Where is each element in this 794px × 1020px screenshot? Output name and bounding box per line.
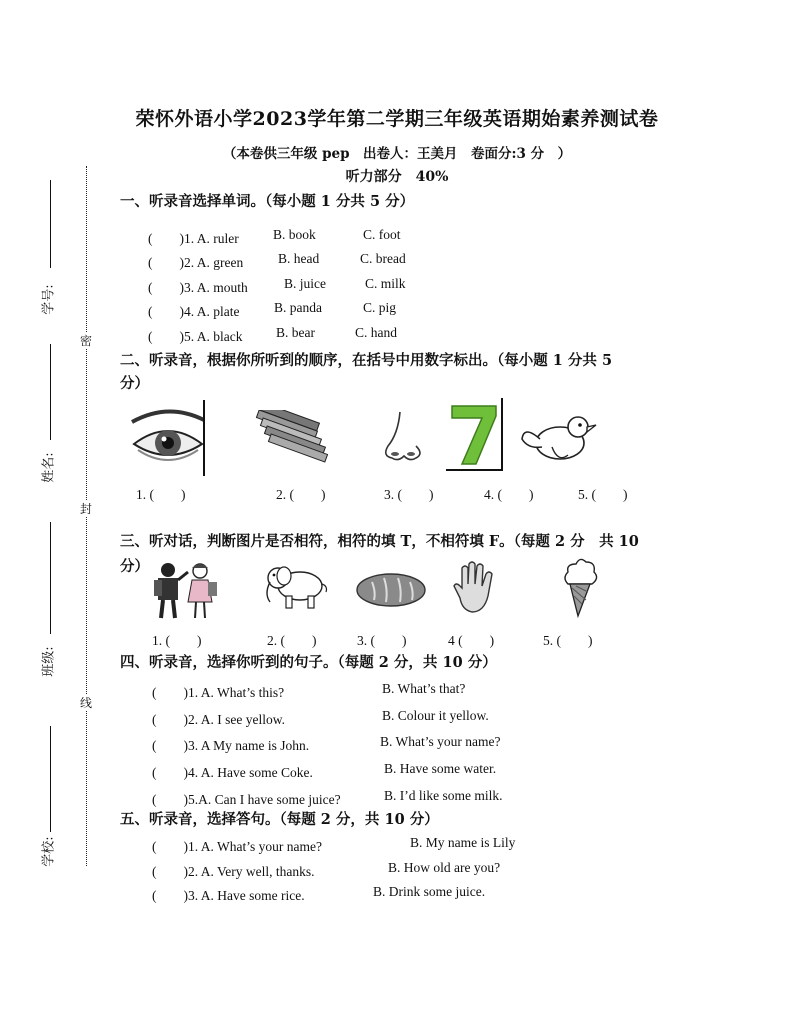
section5-item: ( )3. A. Have some rice. B. Drink some juice. xyxy=(152,884,486,903)
section1-heading: 一、听录音选择单词。（每小题 1 分共 5 分） xyxy=(120,193,415,210)
name-label: 姓名: xyxy=(41,452,57,483)
section3-blank[interactable]: 3. ( ) xyxy=(357,633,407,648)
section3-heading: 三、听对话，判断图片是否相符，相符的填 T，不相符填 F。（每题 2 分 共 10 xyxy=(120,533,639,550)
seal-mi: 密 xyxy=(80,334,93,348)
children-picture xyxy=(150,560,220,620)
section4-item: ( )4. A. Have some Coke. B. Have some water. xyxy=(152,761,497,780)
section3-blank[interactable]: 2. ( ) xyxy=(267,633,317,648)
bread-picture xyxy=(354,568,428,612)
section3-blank[interactable]: 1. ( ) xyxy=(152,633,202,648)
section4-item: ( )2. A. I see yellow. B. Colour it yellow. xyxy=(152,708,489,727)
class-label: 班级: xyxy=(41,646,57,677)
nose-picture xyxy=(378,410,428,466)
section1-item: ( )3. A. mouth B. juice C. milk xyxy=(148,276,406,295)
section1-item: ( )5. A. black B. bear C. hand xyxy=(148,325,397,344)
part-label: 听力部分 40% xyxy=(345,169,449,185)
section5-heading: 五、听录音，选择答句。（每题 2 分，共 10 分） xyxy=(120,811,439,828)
school-label: 学校: xyxy=(41,836,57,867)
section4-item: ( )3. A My name is John. B. What’s your name? xyxy=(152,734,501,753)
eye-picture xyxy=(128,400,212,478)
section2-blank[interactable]: 2. ( ) xyxy=(276,487,326,502)
section3-blank[interactable]: 5. ( ) xyxy=(543,633,593,648)
student-id-label: 学号: xyxy=(41,284,57,315)
class-line xyxy=(50,522,51,634)
section1-item: ( )4. A. plate B. panda C. pig xyxy=(148,300,397,319)
section2-blank[interactable]: 1. ( ) xyxy=(136,487,186,502)
page-subtitle: （本卷供三年级 pep 出卷人：王美月 卷面分:3 分 ） xyxy=(222,146,572,162)
section5-item: ( )1. A. What’s your name? B. My name is Lily xyxy=(152,835,516,854)
section1-item: ( )2. A. green B. head C. bread xyxy=(148,251,406,270)
ice-cream-picture xyxy=(556,554,604,618)
bird-picture xyxy=(520,405,600,471)
hand-picture xyxy=(452,558,500,616)
section5-item: ( )2. A. Very well, thanks. B. How old are you? xyxy=(152,860,501,879)
school-line xyxy=(50,726,51,832)
elephant-picture xyxy=(262,560,328,612)
section2-blank[interactable]: 5. ( ) xyxy=(578,487,628,502)
section1-item: ( )1. A. ruler B. book C. foot xyxy=(148,227,401,246)
section2-heading: 二、听录音，根据你所听到的顺序，在括号中用数字标出。（每小题 1 分共 5 xyxy=(120,352,613,369)
student-id-line xyxy=(50,180,51,268)
seven-picture xyxy=(446,398,508,472)
page-title: 荣怀外语小学2023学年第二学期三年级英语期始素养测试卷 xyxy=(135,108,659,130)
crayons-picture xyxy=(250,410,336,468)
name-line xyxy=(50,344,51,440)
section2-heading-cont: 分） xyxy=(120,375,149,392)
section3-heading-cont: 分） xyxy=(120,558,149,575)
section2-blank[interactable]: 4. ( ) xyxy=(484,487,534,502)
seal-xian: 线 xyxy=(80,696,93,710)
seal-feng: 封 xyxy=(80,502,93,516)
section2-blank[interactable]: 3. ( ) xyxy=(384,487,434,502)
section4-item: ( )5.A. Can I have some juice? B. I’d like some milk. xyxy=(152,788,503,807)
section3-blank[interactable]: 4 ( ) xyxy=(448,633,495,648)
section4-item: ( )1. A. What’s this? B. What’s that? xyxy=(152,681,466,700)
section4-heading: 四、听录音，选择你听到的句子。（每题 2 分，共 10 分） xyxy=(120,654,497,671)
